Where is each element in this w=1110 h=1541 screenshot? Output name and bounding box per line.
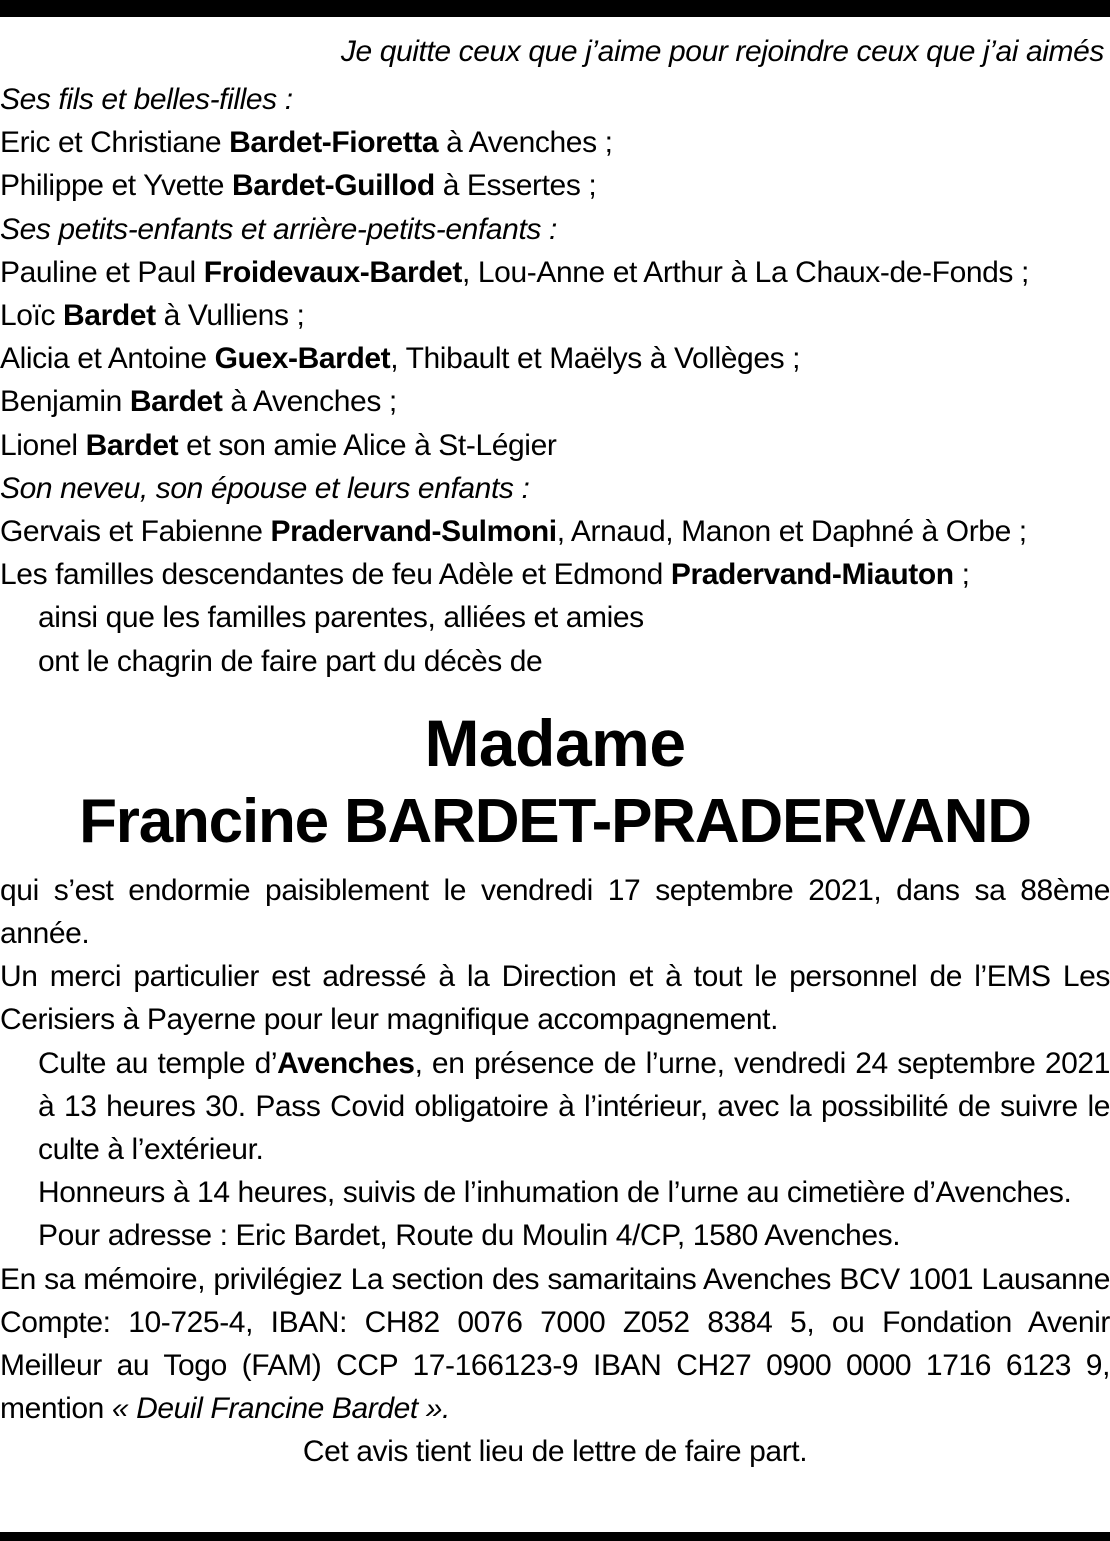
family-line: Gervais et Fabienne Pradervand-Sulmoni, Arnaud, Manon et Daphné à Orbe ; — [0, 515, 1027, 549]
service-text: Culte au temple d’Avenches, en présence de l’urne, vendredi 24 septembre 2021 à 13 heures 30. Pass Covid obligatoire à l’intérieur, avec la possibilité de suivre le culte à l’extérieur. — [38, 1046, 1110, 1167]
deceased-honorific: Madame — [424, 705, 686, 780]
family-surname: Bardet-Guillod — [232, 169, 435, 203]
family-surname: Bardet — [63, 299, 156, 333]
family-line: Loïc Bardet à Vulliens ; — [0, 299, 305, 333]
family-surname: Bardet — [85, 428, 179, 462]
deceased-title — [0, 703, 1110, 861]
closing-line: ainsi que les familles parentes, alliées et amies — [38, 601, 644, 635]
family-surname: Froidevaux-Bardet — [203, 255, 463, 289]
family-surname: Pradervand-Sulmoni — [270, 515, 557, 549]
family-line: Philippe et Yvette Bardet-Guillod à Essertes ; — [0, 169, 597, 203]
family-line: Les familles descendantes de feu Adèle et Edmond Pradervand-Miauton ; — [0, 558, 970, 592]
family-line: Eric et Christiane Bardet-Fioretta à Avenches ; — [0, 126, 613, 160]
family-line: Benjamin Bardet à Avenches ; — [0, 385, 397, 419]
grandchildren-heading: Ses petits-enfants et arrière-petits-enfants : — [0, 212, 557, 246]
family-surname: Bardet-Fioretta — [229, 126, 439, 160]
donation-mention: « Deuil Francine Bardet ». — [111, 1392, 450, 1426]
death-notice-text: qui s’est endormie paisiblement le vendredi 17 septembre 2021, dans sa 88ème année. — [0, 873, 1110, 951]
bottom-rule — [0, 1532, 1110, 1541]
family-surname: Pradervand-Miauton — [670, 558, 954, 592]
deceased-name: Francine BARDET-PRADERVAND — [79, 786, 1031, 856]
family-line: Lionel Bardet et son amie Alice à St-Légier — [0, 428, 557, 462]
sons-heading: Ses fils et belles-filles : — [0, 83, 293, 116]
address-text: Pour adresse : Eric Bardet, Route du Moulin 4/CP, 1580 Avenches. — [38, 1219, 901, 1253]
honours-text: Honneurs à 14 heures, suivis de l’inhumation de l’urne au cimetière d’Avenches. — [38, 1176, 1072, 1210]
death-notice — [0, 26, 1110, 1474]
donation-text: En sa mémoire, privilégiez La section des samaritains Avenches BCV 1001 Lausanne Compte: 10-725-4, IBAN: CH82 0076 7000 Z052 8384 5, ou Fondation Avenir Meilleur au Togo (FAM) CCP 17-166123-9 IBAN CH27 0900 0000 1716 6123 9, mention « Deuil Francine Bardet ». — [0, 1262, 1110, 1426]
final-note: Cet avis tient lieu de lettre de faire part. — [302, 1435, 808, 1469]
service-place: Avenches — [277, 1046, 415, 1080]
thanks-text: Un merci particulier est adressé à la Direction et à tout le personnel de l’EMS Les Cerisiers à Payerne pour leur magnifique accompagnement. — [0, 960, 1110, 1037]
nephew-heading: Son neveu, son épouse et leurs enfants : — [0, 471, 530, 505]
closing-line: ont le chagrin de faire part du décès de — [38, 644, 543, 678]
family-line: Alicia et Antoine Guex-Bardet, Thibault et Maëlys à Vollèges ; — [0, 342, 801, 376]
top-rule — [0, 0, 1110, 17]
family-line: Pauline et Paul Froidevaux-Bardet, Lou-Anne et Arthur à La Chaux-de-Fonds ; — [0, 255, 1029, 289]
family-surname: Bardet — [129, 385, 223, 419]
family-surname: Guex-Bardet — [214, 342, 391, 376]
motto: Je quitte ceux que j’aime pour rejoindre ceux que j’ai aimés — [340, 35, 1104, 68]
